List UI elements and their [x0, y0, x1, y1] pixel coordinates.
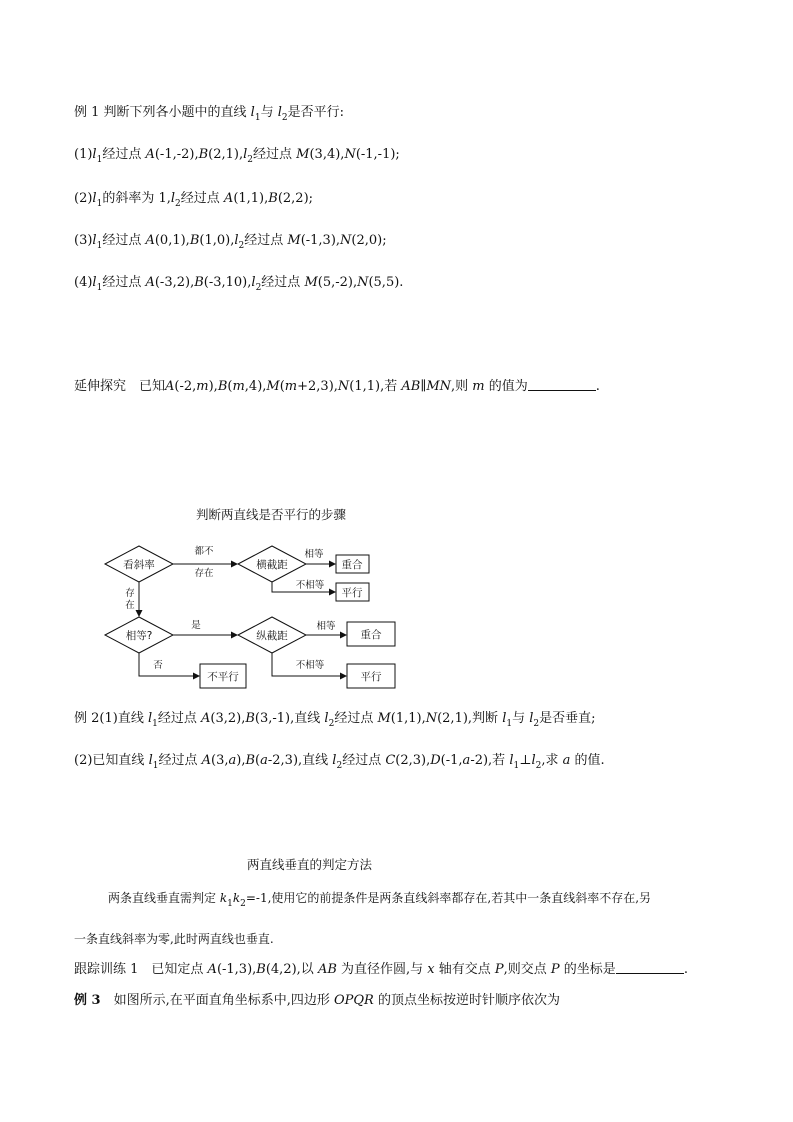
ex1-intro: 例 1 判断下列各小题中的直线 $l_1$与 $l_2$是否平行:	[74, 105, 345, 123]
edge-no: 否	[153, 660, 163, 671]
b5-label: 不平行	[207, 671, 239, 683]
perp-paragraph-line-2: 一条直线斜率为零,此时两直线也垂直.	[74, 932, 274, 946]
edge-not-exist-1: 都不	[194, 546, 214, 557]
edge-equal-1: 相等	[304, 549, 324, 560]
d2-label: 横截距	[256, 559, 288, 571]
b4-label: 平行	[360, 671, 382, 683]
b1-label: 重合	[341, 559, 363, 571]
d1-label: 看斜率	[123, 559, 155, 571]
perp-paragraph-line-1: 两条直线垂直需判定 $k_1k_2=-1$,使用它的前提条件是两条直线斜率都存在,若其中一条直线斜率不存在,另	[108, 891, 652, 909]
perp-title: 两直线垂直的判定方法	[247, 857, 373, 872]
ex2-part-1: 例 2(1)直线 $l_1$经过点 A(3,2),B(3,-1),直线 $l_2$经过点 M(1,1),N(2,1),判断 $l_1$与 $l_2$是否垂直;	[74, 711, 596, 729]
ex3-intro: 例 3 如图所示,在平面直角坐标系中,四边形 OPQR 的顶点坐标按逆时针顺序依次为	[74, 993, 560, 1008]
answer-blank	[528, 378, 596, 391]
parallel-lines-flowchart	[100, 540, 410, 700]
edge-exist-1: 存	[125, 588, 135, 599]
edge-not-exist-2: 存在	[194, 568, 214, 579]
follow-training-1: 跟踪训练 1 已知定点 A(-1,3),B(4,2),以 AB 为直径作圆,与 x 轴有交点 P,则交点 P 的坐标是 .	[74, 962, 688, 977]
edge-yes: 是	[191, 620, 201, 631]
edge-exist-2: 在	[125, 600, 135, 611]
d4-label: 纵截距	[256, 630, 288, 642]
b2-label: 平行	[341, 587, 363, 599]
ex2-part-2: (2)已知直线 $l_1$经过点 A(3,a),B(a-2,3),直线 $l_2$经过点 C(2,3),D(-1,a-2),若 $l_1\perp l_2$,求 a 的值.	[74, 753, 605, 771]
d3-label: 相等?	[125, 630, 153, 642]
extension-problem: 延伸探究 已知A(-2,m),B(m,4),M(m+2,3),N(1,1),若 AB∥MN,则 m 的值为 .	[74, 379, 600, 394]
edge-unequal-1: 不相等	[295, 580, 325, 591]
ex1-item-2: $(2)l_1$的斜率为 $1,l_2$经过点 A(1,1),B(2,2);	[74, 191, 314, 209]
b3-label: 重合	[360, 629, 382, 641]
edge-unequal-2: 不相等	[295, 660, 325, 671]
edge-equal-2: 相等	[316, 621, 336, 632]
flowchart-title: 判断两直线是否平行的步骤	[196, 507, 347, 522]
answer-blank-2	[616, 961, 684, 974]
ex1-item-3: $(3)l_1$经过点 $A(0,1),B(1,0),l_2$经过点 M(-1,3),N(2,0);	[74, 233, 387, 251]
ex1-item-1: $(1)l_1$经过点 $A(-1,-2),B(2,1),l_2$经过点 M(3,4),N(-1,-1);	[74, 147, 400, 165]
ex1-item-4: $(4)l_1$经过点 $A(-3,2),B(-3,10),l_2$经过点 M(5,-2),N(5,5).	[74, 275, 404, 293]
